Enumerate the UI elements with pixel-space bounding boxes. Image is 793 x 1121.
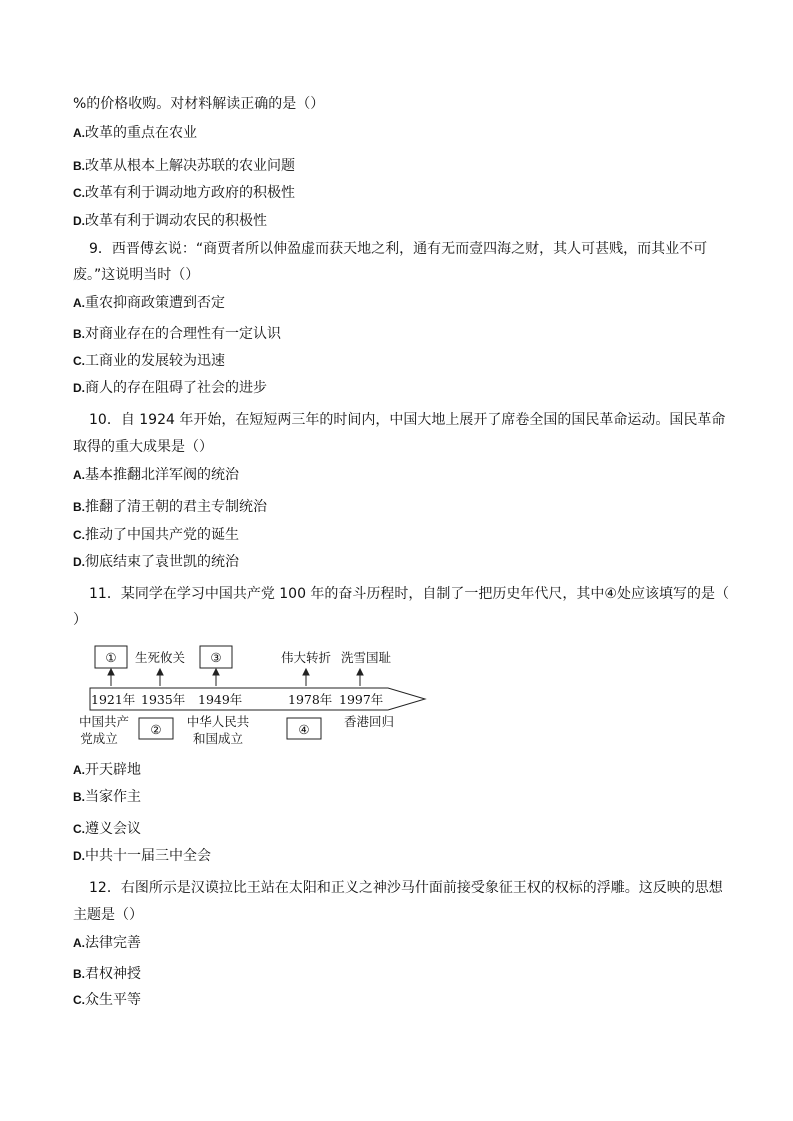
label-1949-line1: 中华人民共 <box>186 714 250 729</box>
option-text: 工商业的发展较为迅速 <box>85 353 225 369</box>
option-text: 中共十一届三中全会 <box>85 848 211 864</box>
question-11-stem: 11．某同学在学习中国共产党 100 年的奋斗历程时，自制了一把历史年代尺，其中④处应该填写的是（ <box>89 586 729 602</box>
label-1949-line2: 和国成立 <box>192 731 244 746</box>
option-b[interactable] <box>73 498 267 516</box>
option-letter: D. <box>73 555 85 569</box>
option-text: 彻底结束了袁世凯的统治 <box>85 554 239 570</box>
option-text: 改革有利于调动地方政府的积极性 <box>85 185 295 201</box>
blank-box-2-label: ② <box>150 722 162 737</box>
option-d[interactable] <box>73 847 211 865</box>
option-text: 对商业存在的合理性有一定认识 <box>85 326 281 342</box>
option-letter: C. <box>73 528 85 542</box>
option-letter: C. <box>73 354 85 368</box>
question-9-stem: 9．西晋傅玄说：“商贾者所以伸盈虚而获天地之利，通有无而壹四海之财，其人可甚贱，而其业不可 <box>89 241 708 257</box>
option-letter: C. <box>73 822 85 836</box>
year-1978: 1978年 <box>288 692 333 707</box>
question-10-stem: 10．自 1924 年开始，在短短两三年的时间内，中国大地上展开了席卷全国的国民革命运动。国民革命 <box>89 412 726 428</box>
option-b[interactable] <box>73 965 141 983</box>
question-11-stem-cont: ） <box>73 612 87 628</box>
text-line: %的价格收购。对材料解读正确的是（） <box>73 96 325 112</box>
option-c[interactable] <box>73 184 295 202</box>
option-letter: B. <box>73 967 85 981</box>
option-text: 君权神授 <box>85 966 141 982</box>
option-letter: D. <box>73 849 85 863</box>
option-d[interactable] <box>73 379 267 397</box>
option-letter: A. <box>73 296 85 310</box>
timeline-arrows <box>108 669 363 686</box>
option-b[interactable] <box>73 325 281 343</box>
question-12-stem-cont: 主题是（） <box>73 907 143 923</box>
year-1921: 1921年 <box>91 692 136 707</box>
option-b[interactable] <box>73 788 141 806</box>
option-a[interactable] <box>73 934 141 952</box>
year-1935: 1935年 <box>141 692 186 707</box>
option-text: 商人的存在阻碍了社会的进步 <box>85 380 267 396</box>
label-1997: 洗雪国耻 <box>340 650 392 665</box>
option-letter: C. <box>73 993 85 1007</box>
year-1949: 1949年 <box>198 692 243 707</box>
label-1935: 生死攸关 <box>134 650 186 665</box>
option-text: 开天辟地 <box>85 762 141 778</box>
option-a[interactable] <box>73 761 141 779</box>
option-text: 改革的重点在农业 <box>85 125 197 141</box>
option-text: 重农抑商政策遭到否定 <box>85 295 225 311</box>
label-1921-line2: 党成立 <box>80 731 118 746</box>
option-letter: B. <box>73 159 85 173</box>
year-1997: 1997年 <box>339 692 384 707</box>
label-1921-line1: 中国共产 <box>78 714 130 729</box>
option-c[interactable] <box>73 526 239 544</box>
option-c[interactable] <box>73 991 141 1009</box>
option-letter: C. <box>73 186 85 200</box>
label-1997-bottom: 香港回归 <box>343 714 395 729</box>
option-text: 遵义会议 <box>85 821 141 837</box>
option-a[interactable] <box>73 466 239 484</box>
option-text: 推翻了清王朝的君主专制统治 <box>85 499 267 515</box>
option-letter: A. <box>73 763 85 777</box>
option-letter: A. <box>73 468 85 482</box>
option-c[interactable] <box>73 352 225 370</box>
option-text: 法律完善 <box>85 935 141 951</box>
blank-box-3-label: ③ <box>210 650 222 665</box>
history-timeline <box>76 640 436 750</box>
option-c[interactable] <box>73 820 141 838</box>
option-letter: B. <box>73 790 85 804</box>
option-letter: A. <box>73 936 85 950</box>
option-letter: D. <box>73 381 85 395</box>
option-a[interactable] <box>73 294 225 312</box>
option-letter: D. <box>73 214 85 228</box>
option-b[interactable] <box>73 157 295 175</box>
option-text: 当家作主 <box>85 789 141 805</box>
option-text: 改革有利于调动农民的积极性 <box>85 213 267 229</box>
option-a[interactable] <box>73 124 197 142</box>
option-text: 推动了中国共产党的诞生 <box>85 527 239 543</box>
blank-box-4-label: ④ <box>298 722 310 737</box>
question-12-stem: 12．右图所示是汉谟拉比王站在太阳和正义之神沙马什面前接受象征王权的权标的浮雕。这反映的思想 <box>89 880 723 896</box>
option-d[interactable] <box>73 212 267 230</box>
blank-box-1-label: ① <box>105 650 117 665</box>
option-letter: B. <box>73 327 85 341</box>
option-text: 众生平等 <box>85 992 141 1008</box>
question-10-stem-cont: 取得的重大成果是（） <box>73 439 213 455</box>
option-d[interactable] <box>73 553 239 571</box>
option-text: 改革从根本上解决苏联的农业问题 <box>85 158 295 174</box>
option-letter: B. <box>73 500 85 514</box>
label-1978: 伟大转折 <box>280 650 332 665</box>
option-letter: A. <box>73 126 85 140</box>
option-text: 基本推翻北洋军阀的统治 <box>85 467 239 483</box>
question-9-stem-cont: 废。”这说明当时（） <box>73 267 200 283</box>
